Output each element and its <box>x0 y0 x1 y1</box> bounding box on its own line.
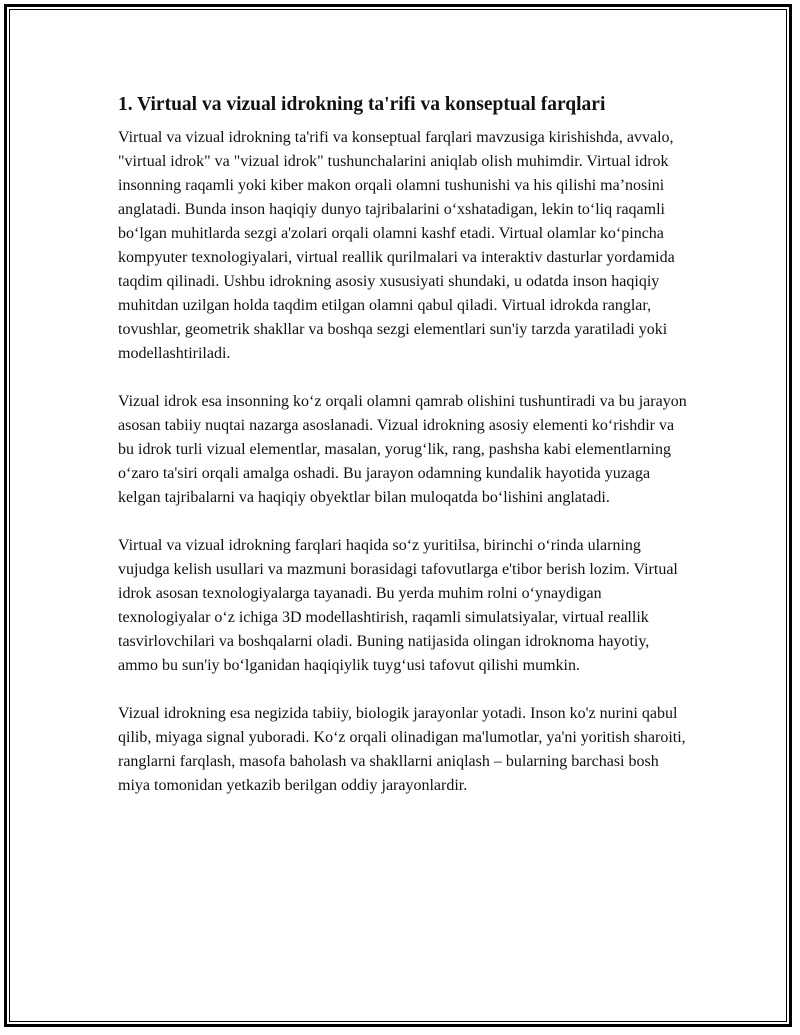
paragraph-3: Virtual va vizual idrokning farqlari haqida so‘z yuritilsa, birinchi o‘rinda ularning vujudga kelish usullari va mazmuni borasidagi tafovutlarga e'tibor berish lozim. Virtual idrok asosan texnologiyalarga tayanadi. Bu yerda muhim rolni o‘ynaydigan texnologiyalar o‘z ichiga 3D modellashtirish, raqamli simulatsiyalar, virtual reallik tasvirlovchilari va boshqalarni oladi. Buning natijasida olingan idroknoma hayotiy, ammo bu sun'iy bo‘lganidan haqiqiylik tuyg‘usi tafovut qilishi mumkin. <box>118 537 678 674</box>
paragraph-1: Virtual va vizual idrokning ta'rifi va konseptual farqlari mavzusiga kirishishda, avvalo, "virtual idrok" va "vizual idrok" tushunchalarini aniqlab olish muhimdir. Virtual idrok insonning raqamli yoki kiber makon orqali olamni tushunishi va his qilishi ma’nosini anglatadi. Bunda inson haqiqiy dunyo tajribalarini o‘xshatadigan, lekin to‘liq raqamli bo‘lgan muhitlarda sezgi a'zolari orqali olamni kashf etadi. Virtual olamlar ko‘pincha kompyuter texnologiyalari, virtual reallik qurilmalari va interaktiv dasturlar yordamida taqdim qilinadi. Ushbu idrokning asosiy xususiyati shundaki, u odatda inson haqiqiy muhitdan uzilgan holda taqdim etilgan olamni qabul qiladi. Virtual idrokda ranglar, tovushlar, geometrik shakllar va boshqa sezgi elementlari sun'iy tarzda yaratiladi yoki modellashtiriladi. <box>118 129 675 362</box>
document-body <box>118 92 688 822</box>
paragraph-2: Vizual idrok esa insonning ko‘z orqali olamni qamrab olishini tushuntiradi va bu jarayon asosan tabiiy nuqtai nazarga asoslanadi. Vizual idrokning asosiy elementi ko‘rishdir va bu idrok turli vizual elementlar, masalan, yorug‘lik, rang, pashsha kabi elementlarning o‘zaro ta'siri orqali amalga oshadi. Bu jarayon odamning kundalik hayotida yuzaga kelgan tajribalarni va haqiqiy obyektlar bilan muloqatda bo‘lishini anglatadi. <box>118 393 687 506</box>
paragraph-4: Vizual idrokning esa negizida tabiiy, biologik jarayonlar yotadi. Inson ko'z nurini qabul qilib, miyaga signal yuboradi. Ko‘z orqali olinadigan ma'lumotlar, ya'ni yoritish sharoiti, ranglarni farqlash, masofa baholash va shakllarni aniqlash – bularning barchasi bosh miya tomonidan yetkazib berilgan oddiy jarayonlardir. <box>118 705 686 794</box>
section-heading: 1. Virtual va vizual idrokning ta'rifi va konseptual farqlari <box>118 94 606 115</box>
